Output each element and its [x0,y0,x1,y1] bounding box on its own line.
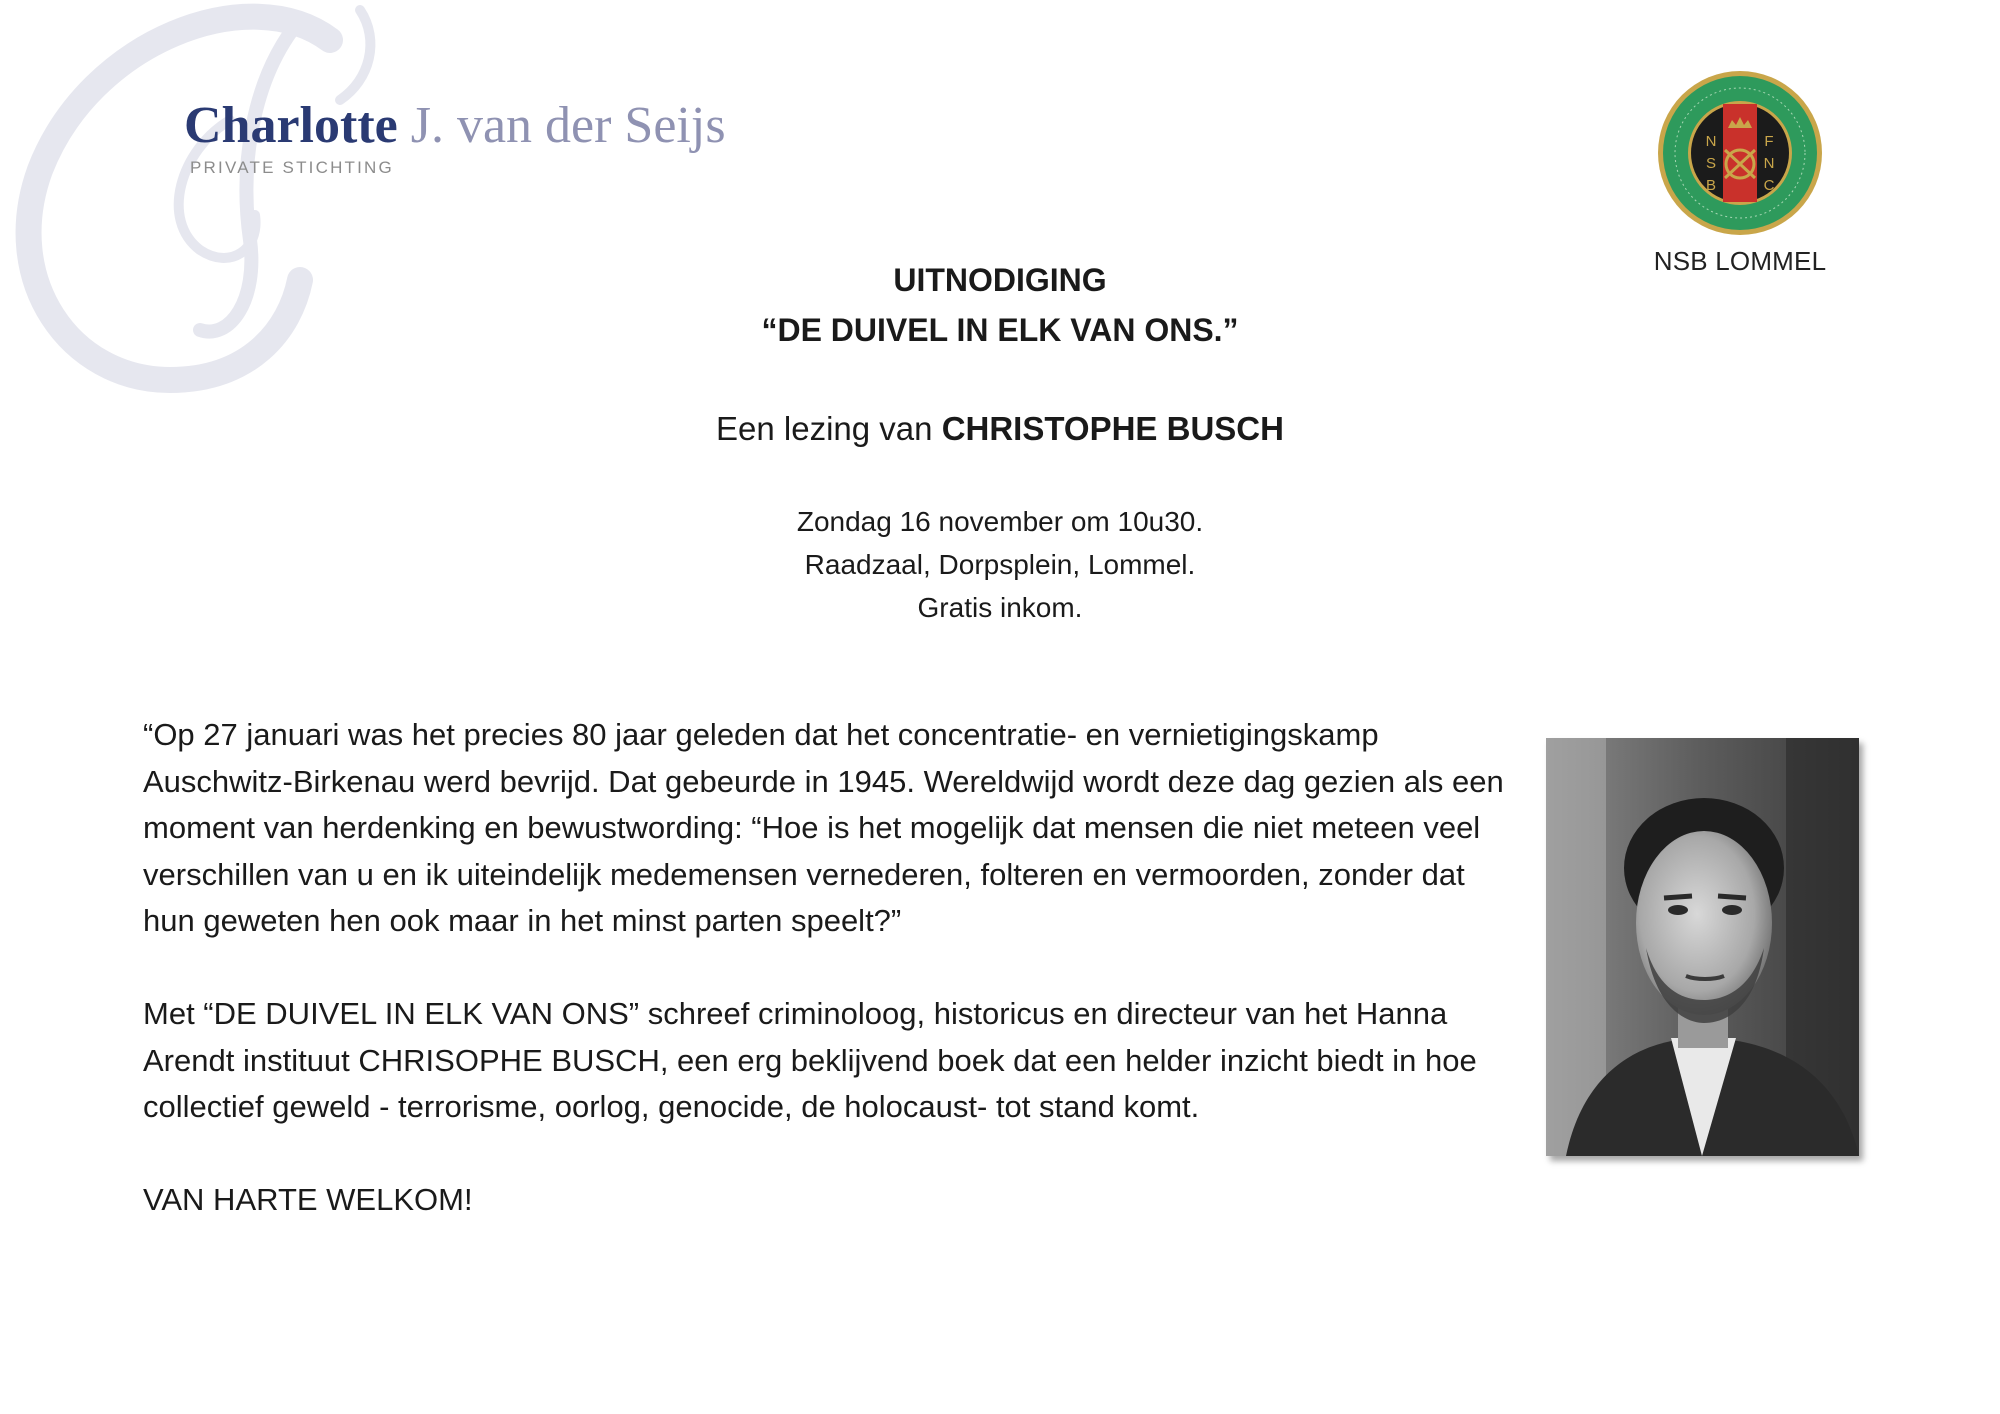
nsb-seal-icon [1655,68,1825,238]
seal-letter: C [1763,177,1775,194]
invitation-title: UITNODIGING [893,262,1107,298]
event-details [0,500,2000,629]
speaker-name: CHRISTOPHE BUSCH [941,410,1284,447]
seal-letter: S [1705,155,1717,172]
invitation-subtitle: “DE DUIVEL IN ELK VAN ONS.” [761,312,1239,348]
logo-name [184,97,726,154]
closing-line: VAN HARTE WELKOM! [143,1182,473,1217]
logo-name-first: Charlotte [184,97,398,154]
seal-letter: N [1705,133,1717,150]
body-text [143,712,1523,1270]
event-location: Raadzaal, Dorpsplein, Lommel. [804,549,1196,580]
lecture-prefix: Een lezing van [716,410,942,447]
event-admission: Gratis inkom. [917,592,1083,623]
event-date: Zondag 16 november om 10u30. [796,506,1204,537]
nsb-lommel-logo [1640,68,1840,277]
seal-letter: B [1705,177,1717,194]
seal-letter: F [1764,133,1774,150]
paragraph-intro: “Op 27 januari was het precies 80 jaar geleden dat het concentratie- en vernietigingskamp Auschwitz-Birkenau werd bevrijd. Dat gebeurde in 1945. Wereldwijd wordt deze dag gezien als een moment van herdenking en bewustwording: “Hoe is het mogelijk dat mensen die niet meteen veel verschillen van u en ik uiteindelijk medemensen vernederen, folteren en vermoorden, zonder dat hun geweten hen ook maar in het minst parten speelt?” [143,717,1504,938]
paragraph-book: Met “DE DUIVEL IN ELK VAN ONS” schreef criminoloog, historicus en directeur van het Hanna Arendt instituut CHRISOPHE BUSCH, een erg beklijvend boek dat een helder inzicht biedt in hoe collectief geweld - terrorisme, oorlog, genocide, de holocaust- tot stand komt. [143,996,1477,1124]
charlotte-logo [184,97,726,178]
nsb-caption: NSB LOMMEL [1653,246,1827,276]
seal-letter: N [1763,155,1775,172]
logo-name-rest: J. van der Seijs [397,97,726,154]
lecture-line [0,410,2000,448]
logo-subtitle: PRIVATE STICHTING [190,158,394,177]
speaker-photo [1546,738,1859,1156]
